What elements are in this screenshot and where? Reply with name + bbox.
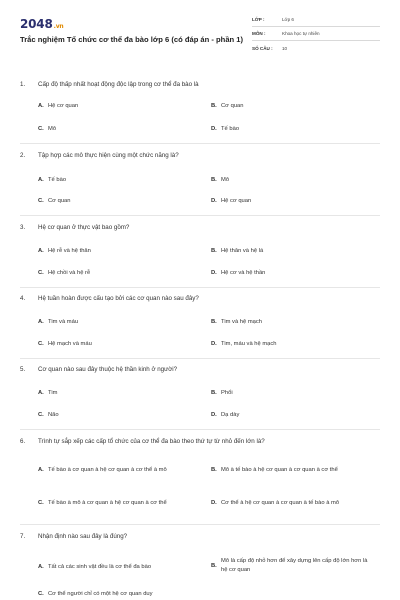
meta-value: Khoa học tự nhiên [282, 31, 320, 36]
option-text: Tim [48, 389, 58, 396]
option-letter: C. [38, 198, 44, 204]
option-letter: C. [38, 412, 44, 418]
question-4 [20, 295, 199, 302]
option-letter: D. [211, 270, 217, 276]
question-1 [20, 81, 199, 88]
option-letter: B. [211, 563, 217, 569]
option-letter: D. [211, 126, 217, 132]
option-letter: B. [211, 248, 217, 254]
option-letter: A. [38, 177, 44, 183]
option-letter: C. [38, 126, 44, 132]
option-4c[interactable] [38, 339, 92, 349]
question-number: 5. [20, 366, 26, 373]
question-number: 6. [20, 438, 26, 445]
option-4a[interactable] [38, 317, 78, 327]
option-1b[interactable] [211, 101, 244, 111]
option-2d[interactable] [211, 196, 251, 206]
option-letter: B. [211, 319, 217, 325]
question-2 [20, 152, 179, 159]
option-text: Hệ cơ và hệ thần [221, 269, 266, 276]
question-number: 7. [20, 533, 26, 540]
option-letter: A. [38, 248, 44, 254]
option-text: Hệ rễ và hệ thân [48, 247, 91, 254]
option-letter: C. [38, 341, 44, 347]
question-text: Trình tự sắp xếp các cấp tổ chức của cơ thể đa bào theo thứ tự từ nhỏ đến lớn là? [38, 438, 265, 445]
question-number: 4. [20, 295, 26, 302]
question-divider [20, 524, 380, 525]
option-3b[interactable] [211, 246, 263, 256]
question-text: Cấp độ thấp nhất hoạt động độc lập trong cơ thể đa bào là [38, 81, 199, 88]
question-divider [20, 215, 380, 216]
option-text: Mô [48, 125, 57, 132]
option-2a[interactable] [38, 175, 66, 185]
option-letter: A. [38, 564, 44, 570]
option-text: Mô [221, 176, 230, 183]
question-divider [20, 358, 380, 359]
option-text: Cơ quan [48, 197, 71, 204]
option-letter: D. [211, 412, 217, 418]
option-text: Não [48, 411, 59, 418]
option-4b[interactable] [211, 317, 262, 327]
question-divider [20, 429, 380, 430]
option-4d[interactable] [211, 339, 277, 349]
option-7a[interactable] [38, 560, 208, 574]
question-text: Hệ tuần hoàn được cấu tạo bởi các cơ quan nào sau đây? [38, 295, 199, 302]
meta-label: SỐ CÂU : [252, 45, 273, 51]
option-5c[interactable] [38, 410, 59, 420]
question-number: 1. [20, 81, 26, 88]
option-letter: B. [211, 467, 217, 473]
meta-label: LỚP : [252, 17, 265, 22]
option-3d[interactable] [211, 268, 265, 278]
option-letter: B. [211, 177, 217, 183]
option-letter: B. [211, 103, 217, 109]
meta-value: Lớp 6 [282, 17, 294, 22]
option-letter: D. [211, 198, 217, 204]
option-1d[interactable] [211, 124, 239, 134]
option-letter: D. [211, 500, 217, 506]
option-text: Dạ dày [221, 411, 240, 418]
option-letter: A. [38, 103, 44, 109]
option-letter: A. [38, 319, 44, 325]
option-7c[interactable] [38, 588, 208, 600]
option-6b[interactable] [211, 459, 381, 481]
option-text: Phổi [221, 389, 233, 396]
option-text: Cơ thể người chỉ có một hệ cơ quan duy [48, 590, 153, 597]
option-text: Mô là cấp độ nhỏ hơn để xây dựng lên cấp độ lớn hơn là hệ cơ quan [221, 558, 368, 573]
option-letter: C. [38, 270, 44, 276]
question-6 [20, 438, 265, 445]
option-5a[interactable] [38, 388, 57, 398]
question-5 [20, 366, 177, 373]
option-text: Tế bào à mô à cơ quan à hệ cơ quan à cơ thể [48, 499, 167, 506]
question-3 [20, 224, 129, 231]
option-text: Cơ quan [221, 102, 244, 109]
question-divider [20, 287, 380, 288]
option-text: Hệ cơ quan [48, 102, 79, 109]
option-text: Hệ thân và hệ lá [221, 247, 264, 254]
option-7b[interactable] [211, 555, 381, 577]
option-5d[interactable] [211, 410, 239, 420]
option-text: Cơ thể à hệ cơ quan à cơ quan à tế bào à mô [221, 499, 340, 506]
option-1c[interactable] [38, 124, 56, 134]
option-3a[interactable] [38, 246, 91, 256]
question-divider [20, 143, 380, 144]
option-letter: D. [211, 341, 217, 347]
option-2b[interactable] [211, 175, 229, 185]
question-text: Cơ quan nào sau đây thuộc hệ thần kinh ở người? [38, 366, 178, 373]
option-5b[interactable] [211, 388, 233, 398]
option-text: Hệ chồi và hệ rễ [48, 269, 91, 276]
option-6a[interactable] [38, 459, 208, 481]
option-text: Tế bào à cơ quan à hệ cơ quan à cơ thể à mô [48, 466, 167, 473]
option-letter: A. [38, 390, 44, 396]
option-text: Tim và hệ mạch [221, 318, 263, 325]
option-letter: A. [38, 467, 44, 473]
option-6d[interactable] [211, 492, 381, 514]
option-letter: C. [38, 500, 44, 506]
option-text: Tế bào [221, 125, 240, 132]
option-3c[interactable] [38, 268, 90, 278]
question-number: 2. [20, 152, 26, 159]
meta-value: 10 [282, 45, 288, 51]
option-letter: B. [211, 390, 217, 396]
question-text: Tập hợp các mô thực hiện cùng một chức năng là? [38, 152, 179, 159]
logo-main: 2048 [20, 17, 53, 31]
option-letter: C. [38, 591, 44, 597]
option-text: Hệ cơ quan [221, 197, 252, 204]
meta-label: MÔN : [252, 31, 266, 36]
option-text: Tất cả các sinh vật đều là cơ thể đa bào [48, 563, 152, 570]
option-6c[interactable] [38, 492, 208, 514]
option-text: Tế bào [48, 176, 67, 183]
option-text: Mô à tế bào à hệ cơ quan à cơ quan à cơ thể [221, 466, 338, 473]
option-text: Hệ mạch và máu [48, 340, 92, 347]
question-text: Hệ cơ quan ở thực vật bao gồm? [38, 224, 130, 231]
document-title: Trắc nghiệm Tổ chức cơ thể đa bào lớp 6 (có đáp án - phần 1) [20, 35, 244, 44]
question-7 [20, 533, 127, 540]
logo-tld: .vn [53, 23, 64, 30]
option-text: Tim, máu và hệ mạch [221, 340, 277, 347]
option-1a[interactable] [38, 101, 78, 111]
option-2c[interactable] [38, 196, 71, 206]
question-text: Nhận định nào sau đây là đúng? [38, 533, 128, 540]
option-text: Tim và máu [48, 318, 79, 325]
question-number: 3. [20, 224, 26, 231]
